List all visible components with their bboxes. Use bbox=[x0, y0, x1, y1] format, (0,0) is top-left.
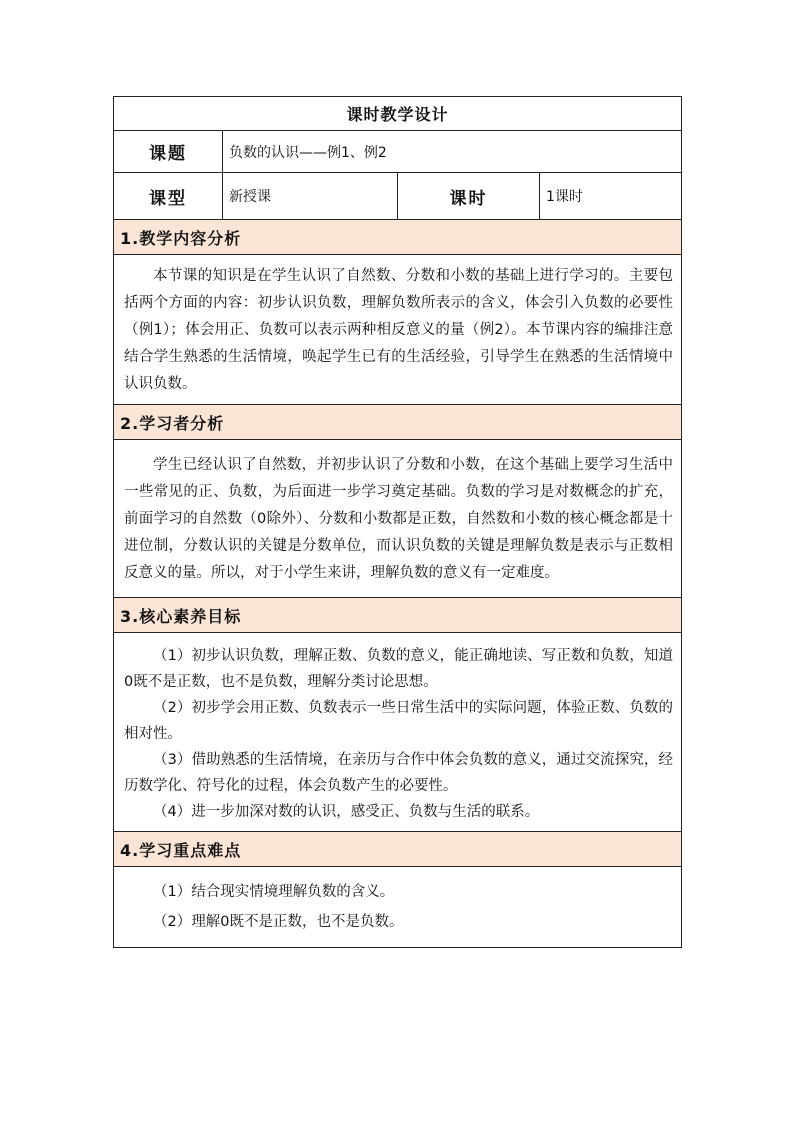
section-heading: 2.学习者分析 bbox=[114, 405, 682, 440]
section-paragraph: 学生已经认识了自然数，并初步认识了分数和小数，在这个基础上要学习生活中一些常见的正、负数，为后面进一步学习奠定基础。负数的学习是对数概念的扩充，前面学习的自然数（0除外）、分数和小数都是正数，自然数和小数的核心概念都是十进位制，分数认识的关键是分数单位，而认识负数的关键是理解负数是表示与正数相反意义的量。所以，对于小学生来讲，理解负数的意义有一定难度。 bbox=[114, 440, 682, 598]
section-heading: 1.教学内容分析 bbox=[114, 220, 682, 255]
lesson-type-value: 新授课 bbox=[223, 173, 398, 220]
lesson-type-label: 课型 bbox=[114, 173, 223, 220]
list-item: （3）借助熟悉的生活情境，在亲历与合作中体会负数的意义，通过交流探究，经历数学化、符号化的过程，体会负数产生的必要性。 bbox=[124, 752, 674, 794]
key-points-list bbox=[114, 867, 682, 948]
class-hours-value: 1课时 bbox=[540, 173, 682, 220]
section-heading: 4.学习重点难点 bbox=[114, 832, 682, 867]
topic-label: 课题 bbox=[114, 131, 223, 173]
list-item: （2）初步学会用正数、负数表示一些日常生活中的实际问题，体验正数、负数的相对性。 bbox=[124, 700, 674, 742]
list-item: （1）结合现实情境理解负数的含义。 bbox=[153, 884, 395, 900]
lesson-design-table bbox=[113, 96, 682, 948]
list-item: （1）初步认识负数，理解正数、负数的意义，能正确地读、写正数和负数，知道0既不是正数，也不是负数，理解分类讨论思想。 bbox=[124, 648, 674, 690]
document-title: 课时教学设计 bbox=[114, 97, 682, 131]
objectives-list bbox=[114, 633, 682, 832]
list-item: （2）理解0既不是正数，也不是负数。 bbox=[153, 914, 404, 930]
lesson-design-document bbox=[113, 96, 681, 948]
section-paragraph: 本节课的知识是在学生认识了自然数、分数和小数的基础上进行学习的。主要包括两个方面的内容：初步认识负数，理解负数所表示的含义，体会引入负数的必要性（例1）；体会用正、负数可以表示两种相反意义的量（例2）。本节课内容的编排注意结合学生熟悉的生活情境，唤起学生已有的生活经验，引导学生在熟悉的生活情境中认识负数。 bbox=[114, 255, 682, 405]
topic-value: 负数的认识——例1、例2 bbox=[223, 131, 682, 173]
list-item: （4）进一步加深对数的认识，感受正、负数与生活的联系。 bbox=[153, 804, 540, 820]
section-heading: 3.核心素养目标 bbox=[114, 598, 682, 633]
class-hours-label: 课时 bbox=[398, 173, 540, 220]
